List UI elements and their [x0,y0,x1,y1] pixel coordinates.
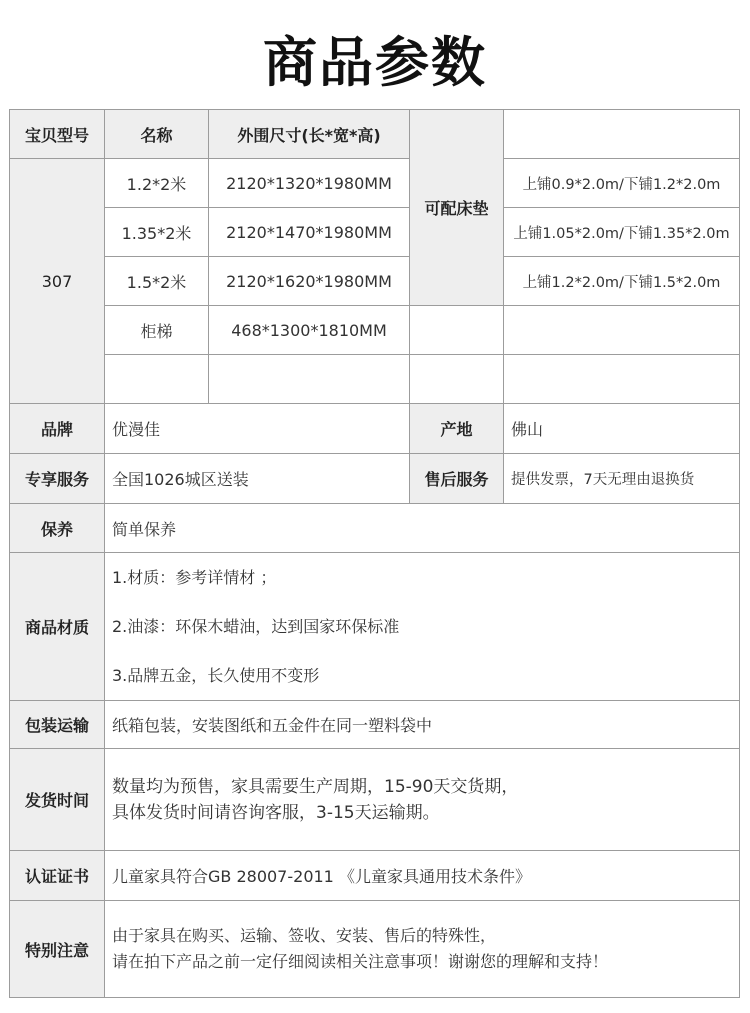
certificate-value: 儿童家具符合GB 28007-2011 《儿童家具通用技术条件》 [104,850,740,901]
packaging-value: 纸箱包装，安装图纸和五金件在同一塑料袋中 [104,700,740,749]
blank-cell [409,305,504,355]
model-number: 307 [9,158,105,404]
row-size: 468*1300*1810MM [208,305,410,355]
row-mattress [503,305,740,355]
row-mattress: 上铺1.2*2.0m/下铺1.5*2.0m [503,256,740,306]
notice-value [104,900,740,998]
header-mattress: 可配床垫 [409,109,504,306]
row-mattress: 上铺1.05*2.0m/下铺1.35*2.0m [503,207,740,257]
service-value: 全国1026城区送装 [104,453,410,504]
notice-line: 由于家具在购买、运输、签收、安装、售后的特殊性， [112,926,497,945]
blank-cell [409,354,504,404]
packaging-label: 包装运输 [9,700,105,749]
service-label: 专享服务 [9,453,105,504]
page-title: 商品参数 [263,31,487,94]
notice-label: 特别注意 [9,900,105,998]
origin-label: 产地 [409,403,504,454]
brand-label: 品牌 [9,403,105,454]
shipping-line: 数量均为预售，家具需要生产周期，15-90天交货期， [112,776,519,797]
row-name: 1.5*2米 [104,256,209,306]
header-model: 宝贝型号 [9,109,105,159]
maintenance-value: 简单保养 [104,503,740,553]
material-value [104,552,740,701]
material-line: 2.油漆：环保木蜡油，达到国家环保标准 [112,617,400,636]
row-name: 柜梯 [104,305,209,355]
row-name [104,354,209,404]
row-size: 2120*1470*1980MM [208,207,410,257]
blank-cell [503,109,740,159]
material-label: 商品材质 [9,552,105,701]
material-line: 1.材质：参考详情材 ； [112,568,277,587]
row-name: 1.2*2米 [104,158,209,208]
row-name: 1.35*2米 [104,207,209,257]
shipping-value [104,748,740,851]
material-line: 3.品牌五金，长久使用不变形 [112,666,320,685]
after-sales-label: 售后服务 [409,453,504,504]
header-name: 名称 [104,109,209,159]
certificate-label: 认证证书 [9,850,105,901]
shipping-label: 发货时间 [9,748,105,851]
header-size: 外围尺寸(长*宽*高) [208,109,410,159]
after-sales-value: 提供发票，7天无理由退换货 [503,453,740,504]
notice-line: 请在拍下产品之前一定仔细阅读相关注意事项！谢谢您的理解和支持！ [112,952,609,971]
row-mattress: 上铺0.9*2.0m/下铺1.2*2.0m [503,158,740,208]
origin-value: 佛山 [503,403,740,454]
row-size: 2120*1620*1980MM [208,256,410,306]
row-size: 2120*1320*1980MM [208,158,410,208]
brand-value: 优漫佳 [104,403,410,454]
shipping-line: 具体发货时间请咨询客服，3-15天运输期。 [112,802,440,823]
row-mattress [503,354,740,404]
row-size [208,354,410,404]
maintenance-label: 保养 [9,503,105,553]
